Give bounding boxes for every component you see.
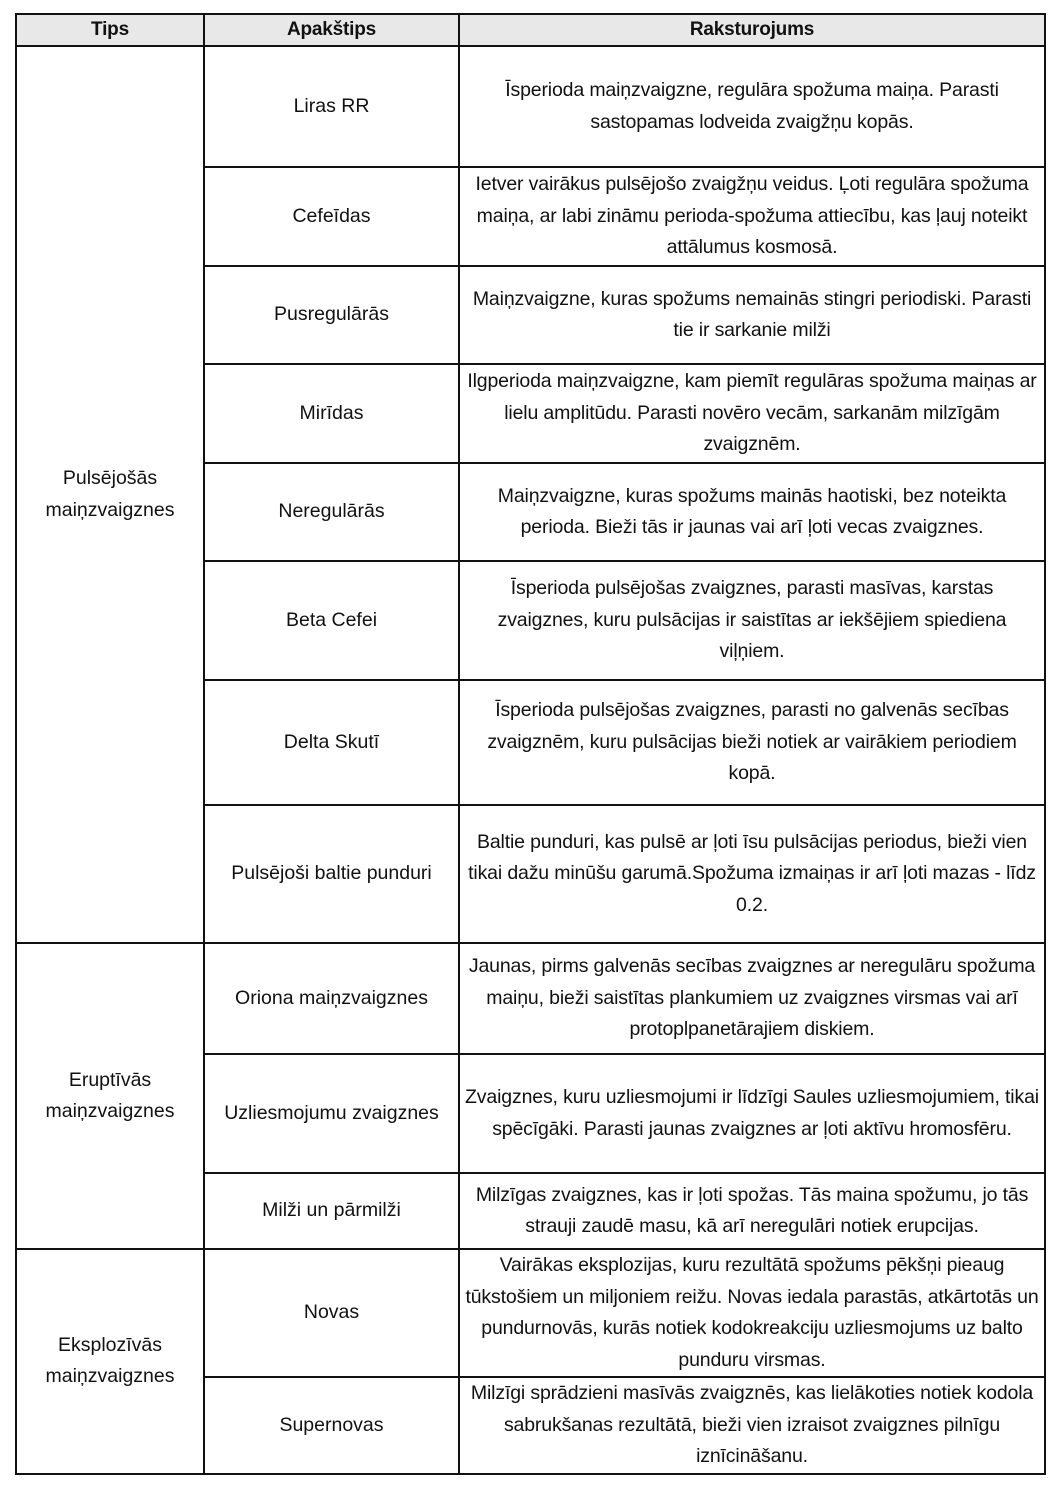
type-cell: [16, 943, 204, 1249]
type-cell: [16, 1249, 204, 1474]
header-description: Raksturojums: [459, 14, 1045, 46]
subtype-cell: Liras RR: [204, 46, 459, 167]
description-cell: Īsperioda maiņzvaigzne, regulāra spožuma maiņa. Parasti sastopamas lodveida zvaigžņu kopās.: [459, 46, 1045, 167]
subtype-cell: Pusregulārās: [204, 266, 459, 364]
table-row: [16, 46, 1045, 167]
description-cell: Ilgperioda maiņzvaigzne, kam piemīt regulāras spožuma maiņas ar lielu amplitūdu. Parasti novēro vecām, sarkanām milzīgām zvaigznēm.: [459, 364, 1045, 463]
header-row: [16, 14, 1045, 46]
description-cell: Zvaigznes, kuru uzliesmojumi ir līdzīgi Saules uzliesmojumiem, tikai spēcīgāki. Parasti jaunas zvaigznes ar ļoti aktīvu hromosfēru.: [459, 1054, 1045, 1173]
subtype-cell: Oriona maiņzvaigznes: [204, 943, 459, 1054]
variable-stars-table: [15, 13, 1046, 1475]
description-cell: Baltie punduri, kas pulsē ar ļoti īsu pulsācijas periodus, bieži vien tikai dažu minūšu garumā.Spožuma izmaiņas ir arī ļoti mazas - līdz 0.2.: [459, 805, 1045, 943]
subtype-cell: Pulsējoši baltie punduri: [204, 805, 459, 943]
subtype-cell: Cefeīdas: [204, 167, 459, 266]
header-subtype: Apakštips: [204, 14, 459, 46]
type-label: Pulsējošās maiņzvaigznes: [45, 467, 175, 521]
description-cell: Vairākas eksplozijas, kuru rezultātā spožums pēkšņi pieaug tūkstošiem un miljoniem reižu. Novas iedala parastās, atkārtotās un pundurnovās, kurās notiek kodokreakciju uzliesmojums uz balto punduru virsmas.: [459, 1249, 1045, 1377]
description-cell: Ietver vairākus pulsējošo zvaigžņu veidus. Ļoti regulāra spožuma maiņa, ar labi zināmu perioda-spožuma attiecību, kas ļauj noteikt attālumus kosmosā.: [459, 167, 1045, 266]
subtype-cell: Milži un pārmilži: [204, 1173, 459, 1249]
description-cell: Milzīgi sprādzieni masīvās zvaigznēs, kas lielākoties notiek kodola sabrukšanas rezultātā, bieži vien izraisot zvaigznes pilnīgu iznīcināšanu.: [459, 1377, 1045, 1474]
table-row: [16, 943, 1045, 1054]
subtype-cell: Uzliesmojumu zvaigznes: [204, 1054, 459, 1173]
subtype-cell: Neregulārās: [204, 463, 459, 561]
description-cell: Maiņzvaigzne, kuras spožums mainās haotiski, bez noteikta perioda. Bieži tās ir jaunas vai arī ļoti vecas zvaigznes.: [459, 463, 1045, 561]
type-label: Eksplozīvās maiņzvaigznes: [45, 1333, 175, 1388]
header-type: Tips: [16, 14, 204, 46]
subtype-cell: Mirīdas: [204, 364, 459, 463]
description-cell: Jaunas, pirms galvenās secības zvaigznes ar neregulāru spožuma maiņu, bieži saistītas plankumiem uz zvaigznes virsmas vai arī protoplpanetārajiem diskiem.: [459, 943, 1045, 1054]
type-label: Eruptīvās maiņzvaigznes: [45, 1068, 175, 1122]
description-cell: Īsperioda pulsējošas zvaigznes, parasti no galvenās secības zvaigznēm, kuru pulsācijas bieži notiek ar vairākiem periodiem kopā.: [459, 680, 1045, 805]
description-cell: Īsperioda pulsējošas zvaigznes, parasti masīvas, karstas zvaigznes, kuru pulsācijas ir saistītas ar iekšējiem spiediena viļņiem.: [459, 561, 1045, 680]
subtype-cell: Supernovas: [204, 1377, 459, 1474]
description-cell: Milzīgas zvaigznes, kas ir ļoti spožas. Tās maina spožumu, jo tās strauji zaudē masu, kā arī neregulāri notiek erupcijas.: [459, 1173, 1045, 1249]
description-cell: Maiņzvaigzne, kuras spožums nemainās stingri periodiski. Parasti tie ir sarkanie milži: [459, 266, 1045, 364]
subtype-cell: Beta Cefei: [204, 561, 459, 680]
type-cell: [16, 46, 204, 943]
table-row: [16, 1249, 1045, 1377]
subtype-cell: Delta Skutī: [204, 680, 459, 805]
subtype-cell: Novas: [204, 1249, 459, 1377]
